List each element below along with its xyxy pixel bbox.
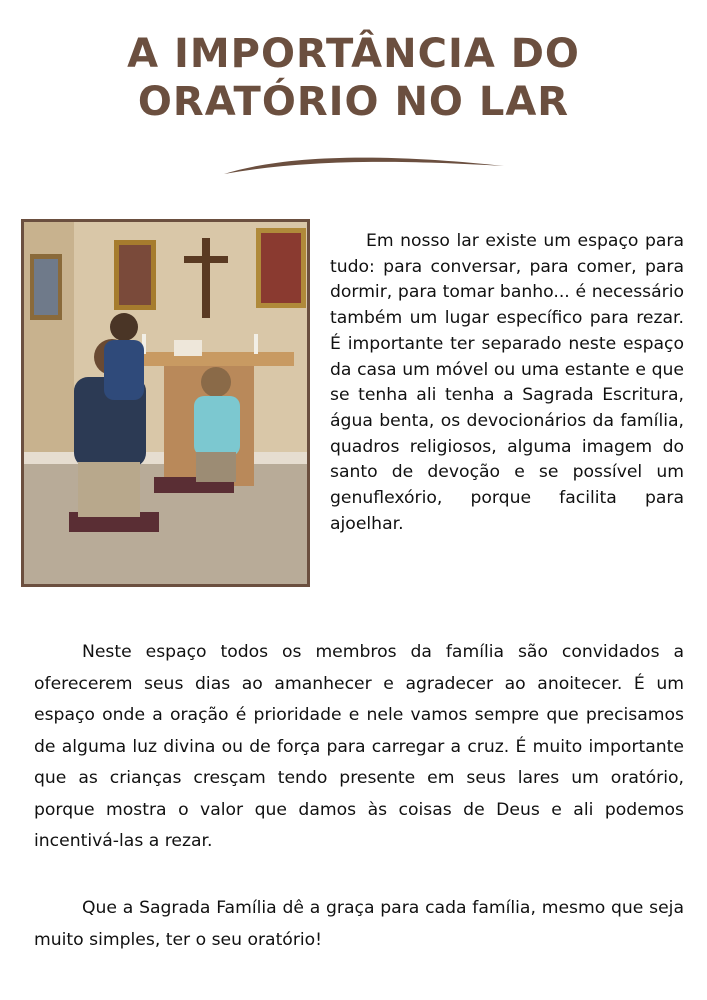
family-prayer-photo <box>21 219 310 587</box>
body-paragraph-2: Neste espaço todos os membros da família são convidados a oferecerem seus dias ao amanhecer e agradecer ao anoitecer. É um espaço onde a oração é prioridade e nele vamos sempre que precisamos de alguma luz divina ou de força para carregar a cruz. É muito importante que as crianças cresçam tendo presente em seus lares um oratório, porque mostra o valor que damos às coisas de Deus e ali podemos incentivá-las a rezar. <box>34 642 684 851</box>
page-title <box>0 30 707 126</box>
title-line-2: ORATÓRIO NO LAR <box>137 79 570 125</box>
title-line-1: A IMPORTÂNCIA DO <box>127 31 580 77</box>
intro-paragraph: Em nosso lar existe um espaço para tudo: para conversar, para comer, para dormir, para tomar banho... é necessário também um lugar específico para rezar. É importante ter separado neste espaço da casa um móvel ou uma estante e que se tenha ali tenha a Sagrada Escritura, água benta, os devocionários da família, quadros religiosos, alguma imagem do santo de devoção e se possível um genuflexório, porque facilita para ajoelhar. <box>330 231 684 534</box>
swoosh-divider-icon <box>222 150 506 180</box>
closing-paragraph: Que a Sagrada Família dê a graça para cada família, mesmo que seja muito simples, ter o seu oratório! <box>34 898 684 950</box>
